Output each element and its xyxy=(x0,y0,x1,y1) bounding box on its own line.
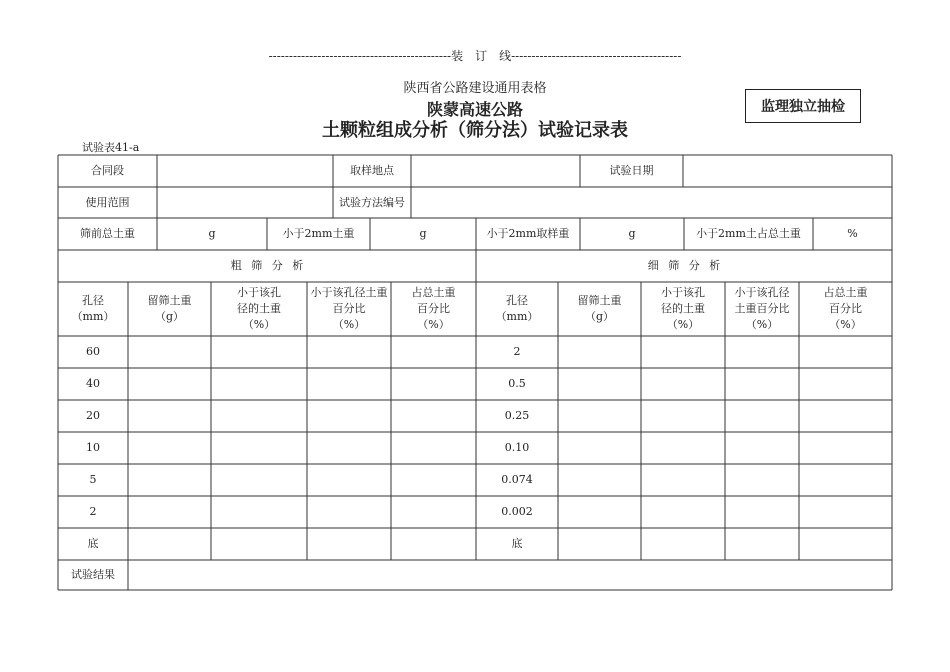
method-code-label: 试验方法编号 xyxy=(339,195,405,209)
binding-text: 装 订 线 xyxy=(451,49,512,63)
sampling-site-field[interactable] xyxy=(411,155,580,187)
method-code-field[interactable] xyxy=(411,187,892,218)
lt2-mass-label: 小于2mm土重 xyxy=(282,227,355,240)
header-line: 百分比 xyxy=(332,302,366,315)
fine-analysis-title: 细 筛 分 析 xyxy=(647,259,721,272)
coarse-sieve-size: 60 xyxy=(86,345,100,358)
coarse-sieve-size: 底 xyxy=(87,537,99,550)
coarse-sieve-size: 10 xyxy=(86,441,100,454)
total-mass-label: 筛前总土重 xyxy=(80,227,135,240)
coarse-header-aperture xyxy=(58,282,128,336)
lt2-mass-unit[interactable]: g xyxy=(419,227,427,240)
sampling-site-label: 取样地点 xyxy=(350,164,394,177)
coarse-sieve-size: 5 xyxy=(89,473,97,486)
test-result-field[interactable] xyxy=(128,560,892,590)
fine-header-passing-mass xyxy=(641,282,725,336)
fine-sieve-size: 底 xyxy=(511,537,523,550)
header-line: （%） xyxy=(666,318,700,331)
header-line: 百分比 xyxy=(417,302,450,315)
header-line: （mm） xyxy=(71,310,115,323)
header-line: 径的土重 xyxy=(237,302,281,315)
fine-sieve-size: 2 xyxy=(513,345,521,358)
header-line: 百分比 xyxy=(829,302,862,315)
lt2-sample-label: 小于2mm取样重 xyxy=(486,227,570,240)
total-mass-unit[interactable]: g xyxy=(208,227,216,240)
usage-field[interactable] xyxy=(157,187,333,218)
fine-header-total-pct xyxy=(799,282,892,336)
fine-sieve-size: 0.5 xyxy=(508,377,526,390)
header-line: 留筛土重 xyxy=(147,294,192,307)
header-line: 小于该孔 xyxy=(661,286,705,299)
lt2-pct-label: 小于2mm土占总土重 xyxy=(696,227,801,240)
lt2-sample-unit[interactable]: g xyxy=(628,227,636,240)
header-line: （%） xyxy=(417,318,450,331)
header-line: 孔径 xyxy=(82,294,104,307)
fine-header-aperture xyxy=(476,282,558,336)
fine-header-retained xyxy=(558,282,641,336)
binding-dashes-right: ------------------------------------------ xyxy=(511,49,682,63)
project-name: 陕蒙高速公路 xyxy=(426,100,523,119)
contract-label: 合同段 xyxy=(91,164,124,177)
header-line: （%） xyxy=(745,318,779,331)
page-title: 土颗粒组成分析（筛分法）试验记录表 xyxy=(322,120,628,141)
fine-sieve-size: 0.10 xyxy=(504,441,530,454)
header-line: （%） xyxy=(242,318,276,331)
fine-header-passing-pct xyxy=(725,282,799,336)
header-line: 小于该孔 xyxy=(237,286,281,299)
lt2-pct-unit[interactable]: % xyxy=(847,227,858,240)
coarse-analysis-title: 粗 筛 分 析 xyxy=(230,259,304,272)
test-date-field[interactable] xyxy=(683,155,892,187)
header-line: （%） xyxy=(829,318,862,331)
supervision-stamp: 监理独立抽检 xyxy=(745,89,861,123)
header-line: （g） xyxy=(154,310,185,323)
header-line: 留筛土重 xyxy=(577,294,622,307)
header-line: 占总土重 xyxy=(411,286,456,299)
fine-sieve-size: 0.002 xyxy=(501,505,533,518)
coarse-header-retained xyxy=(128,282,211,336)
coarse-sieve-size: 2 xyxy=(89,505,97,518)
usage-label: 使用范围 xyxy=(85,195,130,209)
binding-dashes-left: --------------------------------------------- xyxy=(268,49,452,63)
header-line: （g） xyxy=(584,310,615,323)
coarse-header-passing-mass xyxy=(211,282,307,336)
coarse-sieve-size: 40 xyxy=(86,377,100,390)
form-subtitle: 陕西省公路建设通用表格 xyxy=(403,81,547,96)
test-date-label: 试验日期 xyxy=(609,164,654,177)
fine-sieve-size: 0.25 xyxy=(504,409,530,422)
header-line: 径的土重 xyxy=(661,302,705,315)
fine-sieve-size: 0.074 xyxy=(501,473,533,486)
header-line: 土重百分比 xyxy=(734,302,790,315)
header-line: 小于该孔径 xyxy=(734,286,790,299)
header-line: （%） xyxy=(332,318,366,331)
coarse-header-total-pct xyxy=(391,282,476,336)
coarse-sieve-size: 20 xyxy=(86,409,100,422)
header-line: 占总土重 xyxy=(823,286,868,299)
test-result-label: 试验结果 xyxy=(71,568,115,581)
contract-field[interactable] xyxy=(157,155,333,187)
form-number: 试验表41-a xyxy=(82,141,140,154)
header-line: （mm） xyxy=(495,310,539,323)
coarse-header-passing-pct xyxy=(307,282,391,336)
header-line: 小于该孔径土重 xyxy=(310,286,388,299)
header-line: 孔径 xyxy=(506,294,528,307)
